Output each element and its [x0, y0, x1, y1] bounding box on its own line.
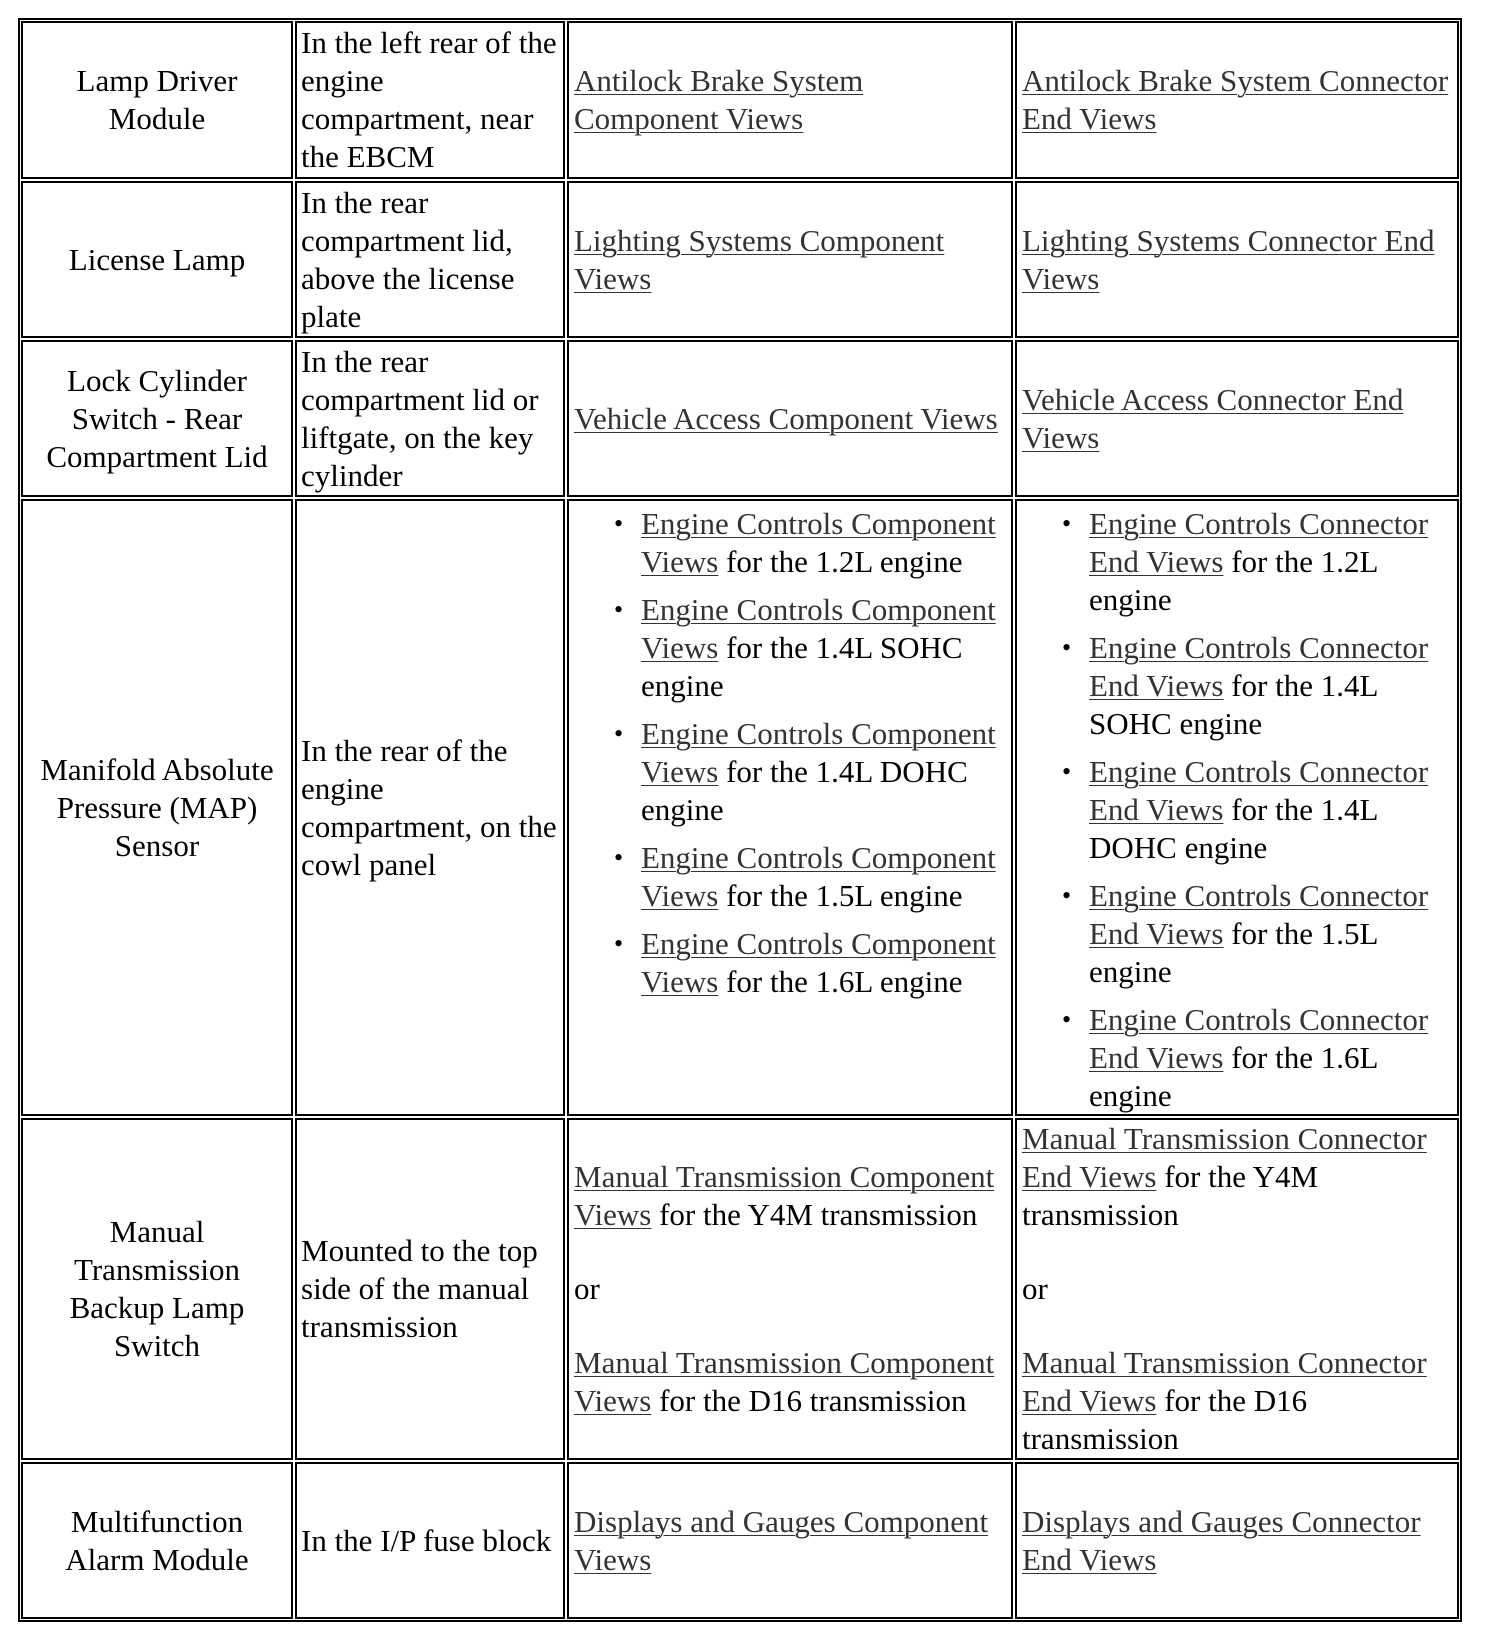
connector-end-views-link[interactable]: Displays and Gauges Connector End Views — [1022, 1503, 1421, 1577]
location-cell: In the rear compartment lid or liftgate, on the key cylinder — [295, 340, 565, 497]
location-cell: Mounted to the top side of the manual transmission — [295, 1118, 565, 1460]
connector-views-entry: Manual Transmission Connector End Views for the D16 transmission — [1022, 1345, 1427, 1456]
list-item: • Engine Controls Component Views for the 1.4L SOHC engine — [574, 591, 1006, 705]
component-views-cell — [567, 1462, 1013, 1619]
list-item: • Engine Controls Connector End Views for the 1.2L engine — [1022, 505, 1452, 619]
connector-views-cell — [1015, 1462, 1459, 1619]
component-name-cell: Multifunction Alarm Module — [21, 1462, 293, 1619]
component-views-link[interactable]: Engine Controls Component Views — [641, 506, 996, 579]
connector-end-views-link[interactable]: Manual Transmission Connector End Views — [1022, 1345, 1427, 1418]
component-views-entry: Manual Transmission Component Views for the D16 transmission — [574, 1345, 995, 1418]
connector-end-views-link[interactable]: Engine Controls Connector End Views — [1089, 878, 1429, 951]
list-item: • Engine Controls Component Views for the 1.4L DOHC engine — [574, 715, 1006, 829]
component-views-link[interactable]: Engine Controls Component Views — [641, 716, 996, 789]
connector-end-views-link[interactable]: Manual Transmission Connector End Views — [1022, 1121, 1427, 1194]
connector-views-cell — [1015, 181, 1459, 338]
component-views-cell — [567, 181, 1013, 338]
component-views-link[interactable]: Lighting Systems Component Views — [574, 222, 945, 296]
component-name-cell: Manual Transmission Backup Lamp Switch — [21, 1118, 293, 1460]
connector-views-cell — [1015, 340, 1459, 497]
component-locator-table — [21, 21, 1459, 1619]
location-cell: In the rear compartment lid, above the license plate — [295, 181, 565, 338]
connector-views-cell — [1015, 499, 1459, 1116]
component-name-cell: Lock Cylinder Switch - Rear Compartment Lid — [21, 340, 293, 497]
connector-end-views-link[interactable]: Antilock Brake System Connector End Views — [1022, 63, 1449, 136]
connector-end-views-link[interactable]: Lighting Systems Connector End Views — [1022, 222, 1435, 296]
location-cell: In the left rear of the engine compartment, near the EBCM — [295, 21, 565, 179]
component-views-link[interactable]: Manual Transmission Component Views — [574, 1159, 995, 1232]
location-cell: In the rear of the engine compartment, on the cowl panel — [295, 499, 565, 1116]
connector-end-views-link[interactable]: Engine Controls Connector End Views — [1089, 630, 1429, 703]
component-views-cell — [567, 499, 1013, 1116]
component-views-cell — [567, 1118, 1013, 1460]
or-separator: or — [574, 1271, 600, 1306]
list-item: • Engine Controls Component Views for the 1.6L engine — [574, 925, 1006, 1001]
component-views-link[interactable]: Vehicle Access Component Views — [574, 400, 998, 436]
connector-views-list — [1022, 501, 1452, 1116]
component-name-cell: Lamp Driver Module — [21, 21, 293, 179]
component-views-cell — [567, 340, 1013, 497]
component-name-cell: Manifold Absolute Pressure (MAP) Sensor — [21, 499, 293, 1116]
list-item: • Engine Controls Component Views for the 1.2L engine — [574, 505, 1006, 581]
component-views-link[interactable]: Engine Controls Component Views — [641, 592, 996, 665]
location-cell: In the I/P fuse block — [295, 1462, 565, 1619]
connector-views-cell — [1015, 1118, 1459, 1460]
connector-end-views-link[interactable]: Vehicle Access Connector End Views — [1022, 381, 1404, 455]
component-views-entry: Manual Transmission Component Views for the Y4M transmission — [574, 1159, 995, 1232]
component-views-link[interactable]: Antilock Brake System Component Views — [574, 63, 864, 136]
component-views-link[interactable]: Manual Transmission Component Views — [574, 1345, 995, 1418]
component-views-link[interactable]: Displays and Gauges Component Views — [574, 1503, 989, 1577]
connector-views-cell — [1015, 21, 1459, 179]
component-name-cell: License Lamp — [21, 181, 293, 338]
connector-views-entry: Manual Transmission Connector End Views for the Y4M transmission — [1022, 1121, 1427, 1232]
connector-end-views-link[interactable]: Engine Controls Connector End Views — [1089, 754, 1429, 827]
list-item: • Engine Controls Connector End Views for the 1.4L DOHC engine — [1022, 753, 1452, 867]
list-item: • Engine Controls Connector End Views for the 1.4L SOHC engine — [1022, 629, 1452, 743]
list-item: • Engine Controls Connector End Views for the 1.6L engine — [1022, 1001, 1452, 1115]
component-views-cell — [567, 21, 1013, 179]
list-item: • Engine Controls Connector End Views for the 1.5L engine — [1022, 877, 1452, 991]
connector-end-views-link[interactable]: Engine Controls Connector End Views — [1089, 1002, 1429, 1075]
connector-end-views-link[interactable]: Engine Controls Connector End Views — [1089, 506, 1429, 579]
component-views-link[interactable]: Engine Controls Component Views — [641, 926, 996, 999]
component-views-list — [574, 501, 1006, 1011]
component-views-link[interactable]: Engine Controls Component Views — [641, 840, 996, 913]
or-separator: or — [1022, 1271, 1048, 1306]
list-item: • Engine Controls Component Views for the 1.5L engine — [574, 839, 1006, 915]
